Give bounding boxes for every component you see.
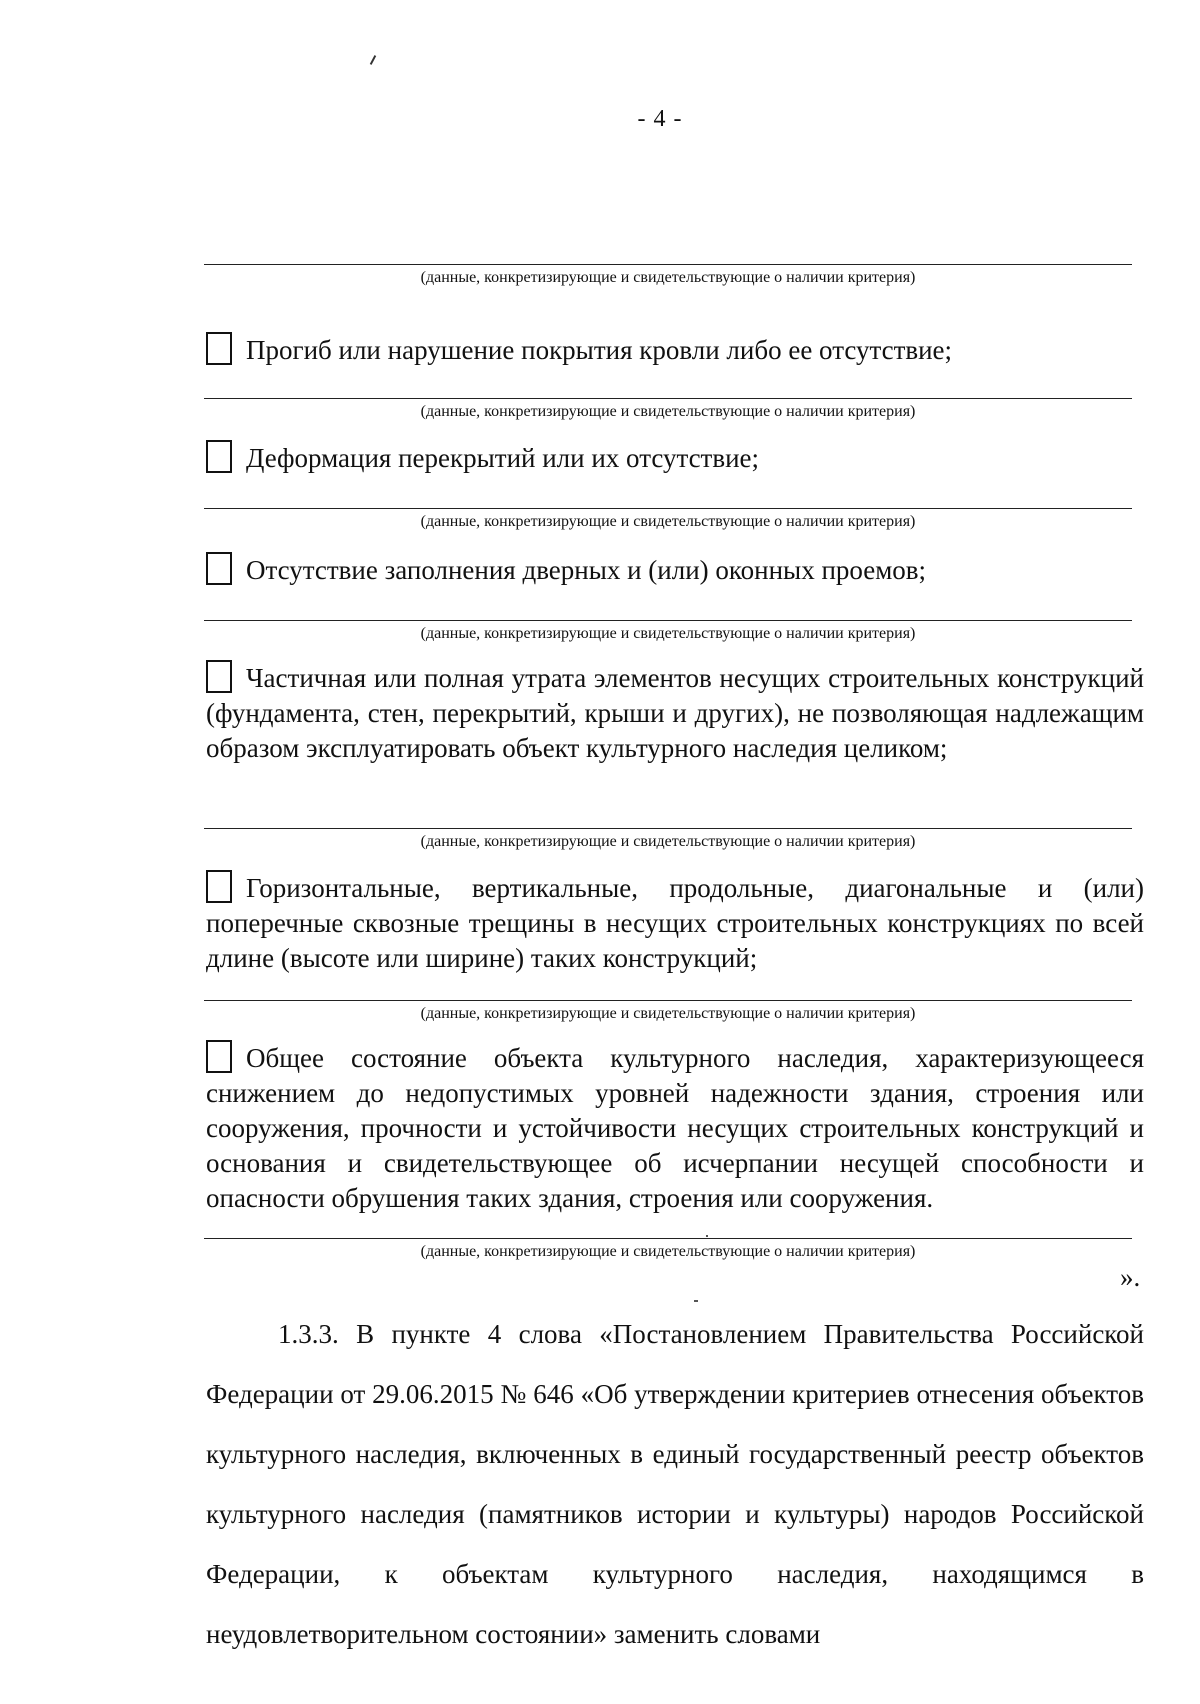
data-entry-line[interactable] xyxy=(204,264,1132,265)
criterion-item xyxy=(206,660,1144,766)
stray-pen-mark xyxy=(370,55,376,65)
data-entry-line[interactable] xyxy=(204,398,1132,399)
scan-speck xyxy=(694,1300,698,1302)
data-caption: (данные, конкретизирующие и свидетельствующие о наличии критерия) xyxy=(420,625,916,642)
data-entry-line[interactable] xyxy=(204,508,1132,509)
data-caption: (данные, конкретизирующие и свидетельствующие о наличии критерия) xyxy=(420,1243,916,1260)
criterion-text: Отсутствие заполнения дверных и (или) оконных проемов; xyxy=(246,555,927,585)
checkbox[interactable] xyxy=(206,332,232,365)
criterion-item xyxy=(206,440,1144,476)
checkbox[interactable] xyxy=(206,660,232,693)
checkbox[interactable] xyxy=(206,870,232,903)
data-caption: (данные, конкретизирующие и свидетельствующие о наличии критерия) xyxy=(420,269,916,286)
checkbox[interactable] xyxy=(206,1040,232,1073)
criterion-text: Деформация перекрытий или их отсутствие; xyxy=(246,443,760,473)
criterion-text: Горизонтальные, вертикальные, продольные, диагональные и (или) поперечные сквозные трещины в несущих строительных конструкциях по всей длине (высоте или ширине) таких конструкций; xyxy=(206,873,1144,973)
checkbox[interactable] xyxy=(206,440,232,473)
checkbox[interactable] xyxy=(206,552,232,585)
data-entry-line[interactable] xyxy=(204,620,1132,621)
criterion-item xyxy=(206,1040,1144,1216)
data-caption: (данные, конкретизирующие и свидетельствующие о наличии критерия) xyxy=(420,403,916,420)
closing-quote: ». xyxy=(1120,1262,1141,1292)
criterion-text: Общее состояние объекта культурного наследия, характеризующееся снижением до недопустимых уровней надежности здания, строения или сооружения, прочности и устойчивости несущих строительных конструкций и основания и свидетельствующее об исчерпании несущей способности и опасности обрушения таких здания, строения или сооружения. xyxy=(206,1043,1144,1213)
data-caption: (данные, конкретизирующие и свидетельствующие о наличии критерия) xyxy=(420,1005,916,1022)
data-entry-line[interactable] xyxy=(204,828,1132,829)
page-number: - 4 - xyxy=(637,106,683,132)
data-caption: (данные, конкретизирующие и свидетельствующие о наличии критерия) xyxy=(420,833,916,850)
criterion-text: Частичная или полная утрата элементов несущих строительных конструкций (фундамента, стен, перекрытий, крыши и других), не позволяющая надлежащим образом эксплуатировать объект культурного наследия целиком; xyxy=(206,663,1144,763)
data-entry-line[interactable] xyxy=(204,1238,1132,1239)
criterion-item xyxy=(206,870,1144,976)
scan-speck xyxy=(706,1235,708,1237)
criterion-item xyxy=(206,552,1144,588)
data-entry-line[interactable] xyxy=(204,1000,1132,1001)
data-caption: (данные, конкретизирующие и свидетельствующие о наличии критерия) xyxy=(420,513,916,530)
paragraph-1-3-3: 1.3.3. В пункте 4 слова «Постановлением Правительства Российской Федерации от 29.06.2015 № 646 «Об утверждении критериев отнесения объектов культурного наследия, включенных в единый государственный реестр объектов культурного наследия (памятников истории и культуры) народов Российской Федерации, к объектам культурного наследия, находящимся в неудовлетворительном состоянии» заменить словами xyxy=(206,1319,1144,1649)
criterion-text: Прогиб или нарушение покрытия кровли либо ее отсутствие; xyxy=(246,335,953,365)
criterion-item xyxy=(206,332,1144,368)
